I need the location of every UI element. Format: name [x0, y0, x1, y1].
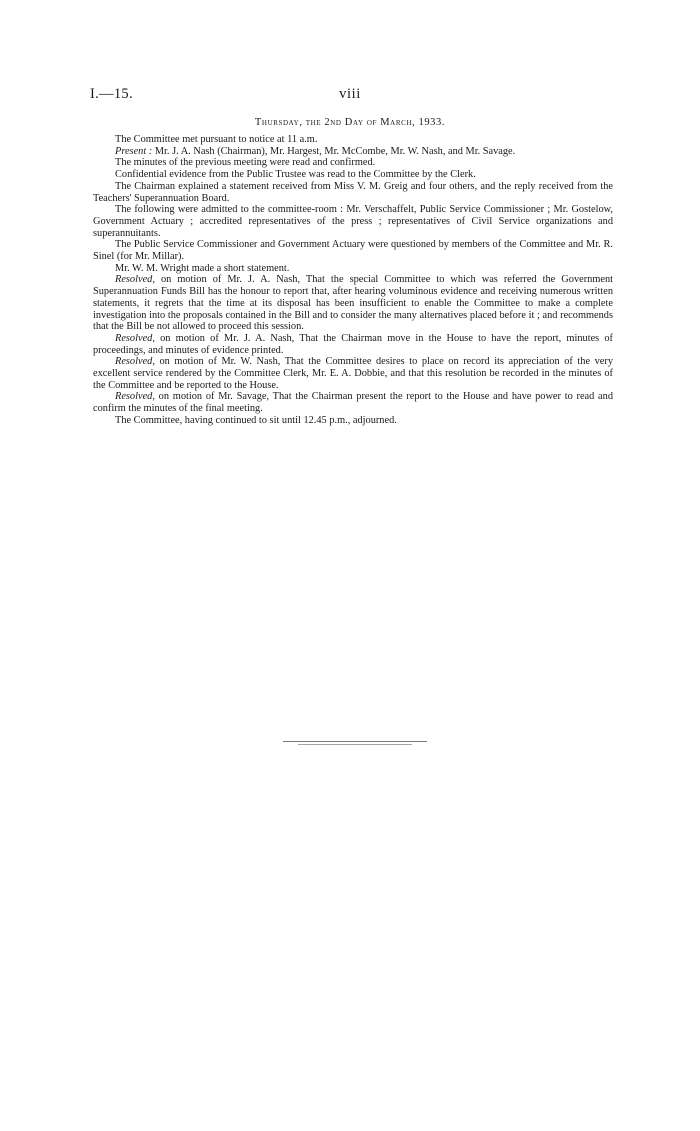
- resolution-text: on motion of Mr. J. A. Nash, That the Chairman move in the House to have the report, minutes of proceedings, and minutes of evidence printed.: [93, 332, 613, 356]
- paragraph-adjourned: The Committee, having continued to sit until 12.45 p.m., adjourned.: [115, 414, 397, 426]
- paragraph-minutes-confirmed: The minutes of the previous meeting were read and confirmed.: [115, 157, 376, 169]
- paragraph-admitted: The following were admitted to the committee-room : Mr. Verschaffelt, Public Service Commissioner ; Mr. Gostelow, Government Actuary ; accredited representatives of the press ; representatives of Civil Service organizations and superannuitants.: [93, 204, 613, 239]
- resolved-label: Resolved,: [115, 332, 155, 344]
- paragraph-chairman-statement: The Chairman explained a statement received from Miss V. M. Greig and four others, and the reply received from the Teachers' Superannuation Board.: [93, 180, 613, 204]
- paragraph-resolution-appreciation: [93, 356, 613, 391]
- resolved-label: Resolved,: [115, 274, 155, 286]
- present-text: Mr. J. A. Nash (Chairman), Mr. Hargest, Mr. McCombe, Mr. W. Nash, and Mr. Savage.: [152, 145, 516, 157]
- paragraph-present: [93, 146, 613, 158]
- resolution-text: on motion of Mr. Savage, That the Chairman present the report to the House and have power to read and confirm the minutes of the final meeting.: [93, 391, 613, 415]
- resolved-label: Resolved,: [115, 356, 155, 368]
- meeting-date-heading: Thursday, the 2nd Day of March, 1933.: [254, 117, 446, 128]
- minutes-body: [93, 134, 613, 427]
- paragraph-meeting-opened: The Committee met pursuant to notice at 11 a.m.: [115, 134, 318, 145]
- page-number: viii: [339, 86, 361, 102]
- closing-rule: [283, 741, 427, 742]
- paragraph-resolution-report: [93, 274, 613, 333]
- paragraph-questioned: The Public Service Commissioner and Government Actuary were questioned by members of the Committee and Mr. R. Sinel (for Mr. Millar).: [93, 239, 613, 263]
- paragraph-confidential-evidence: Confidential evidence from the Public Trustee was read to the Committee by the Clerk.: [115, 169, 476, 181]
- paragraph-resolution-printing: [93, 333, 613, 356]
- paragraph-wright-statement: Mr. W. M. Wright made a short statement.: [115, 262, 290, 274]
- resolution-text: on motion of Mr. J. A. Nash, That the special Committee to which was referred the Government Superannuation Funds Bill has the honour to report that, after hearing voluminous evidence and receiving numerous written statements, it regrets that the time at its disposal has been insufficient to enable the Committee to make a complete investigation into the proposals contained in the Bill and to consider the many alternatives placed before it ; and recommends that the Bill be not allowed to proceed this session.: [93, 274, 613, 333]
- present-label: Present :: [115, 145, 153, 157]
- closing-rule-secondary: [298, 744, 412, 745]
- resolution-text: on motion of Mr. W. Nash, That the Committee desires to place on record its appreciation of the very excellent service rendered by the Committee Clerk, Mr. E. A. Dobbie, and that this resolution be recorded in the minutes of the Committee and be reported to the House.: [93, 356, 613, 391]
- paper-reference: I.—15.: [90, 86, 133, 102]
- resolved-label: Resolved,: [115, 391, 155, 403]
- paragraph-resolution-final: [93, 391, 613, 414]
